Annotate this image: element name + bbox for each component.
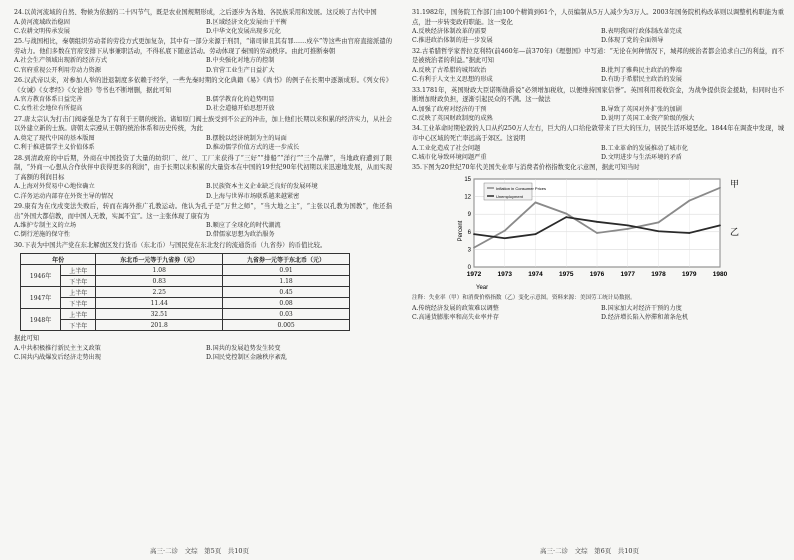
x-tick-label: 1978 [651,270,666,278]
q33-options [412,105,784,124]
q32-option-c: C.有利于人文主义思想的形成 [412,76,493,84]
q24-stem: 24.以黄河流域的自然、物候为依据的二十四节气，既是农业国规期形成，之后逐步为各地、各民族采用和发展。这反映了古代中国 [14,9,377,16]
y-tick-label: 15 [464,176,471,183]
legend-label-unemployment: Unemployment [496,193,523,199]
series-point [719,187,721,189]
x-tick-label: 1977 [620,270,635,278]
q26-options [14,95,392,114]
q30-tail: 据此可知 [14,335,40,343]
q26-stem: 26.汉武帝以来，对参加人举的进退制度多依赖于经学，一些先秦时期的文化典籍《易》《尚书》的例子在长期中逐渐成形。《列女传》《女诫》《女孝经》《女论语》等书也不断增删，据此可知 [14,76,392,94]
table-cell-b: 0.03 [223,309,350,320]
table-row [21,276,350,287]
legend-label-inflation: Inflation in Consumer Prices [496,185,547,191]
q30-option-d: D.国民党控制区金融秩序紊乱 [206,354,287,362]
series-point [473,233,475,235]
q25-option-a: A.社会生产领域出现新的经济方式 [14,57,108,65]
series-point [504,237,506,239]
q27-stem: 27.唐太宗认为打击门阀豪强是为了有利于王朝的统治。诸如原门阀士族受到不公正的冲击，加上他们长期以来积累的经济实力，从社会以外建立新的士族。唐朝太宗遵从王朝的统治体系和历史传统，为此 [14,115,392,133]
q28-option-a: A.上海对外贸易中心地位确立 [14,183,95,191]
table-row [21,298,350,309]
q29-option-c: C.倒行逆施的保守性 [14,231,70,239]
x-tick-label: 1973 [497,270,512,278]
table-row [21,320,350,331]
q35-footnote: 注释：失业率（甲）和消费价格指数（乙）变化示意图。资料来源：美国劳工统计局数据。 [412,294,636,301]
table-cell-half: 下半年 [61,320,96,331]
q29-options [14,221,392,240]
q30-stem: 30.下表为中国共产党在东北解放区发行货币（东北币）与国民党在东北发行的流通货币（九省券）的币值比较。 [14,241,327,249]
table-cell-a: 1.08 [96,265,223,276]
q32-option-d: D.有助于希腊民主政治的发展 [601,76,682,84]
table-cell-b: 0.45 [223,287,350,298]
q35-option-d: D.经济增长陷入停滞和萧条危机 [601,314,689,322]
q28-option-b: B.民族资本主义企业缺乏良好的发展环境 [206,183,318,191]
table-cell-a: 32.51 [96,309,223,320]
q31-option-d: D.体现了党的全面领导 [601,37,664,45]
q31-option-b: B.表明我国行政体制改革完成 [601,28,682,36]
table-cell-b: 0.91 [223,265,350,276]
q29-option-b: B.顺应了全球化的时代潮流 [206,222,281,230]
q33-option-c: C.反映了英国财政制度的成熟 [412,115,493,123]
y-tick-label: 0 [467,264,471,271]
q34-option-d: D.文明进步与生活环境的矛盾 [601,153,682,161]
table-header-b: 九省券一元等于东北币（元） [223,254,350,265]
table-header-row [21,254,350,265]
series-label-yi: 乙 [730,227,740,238]
series-point [688,200,690,202]
q26-option-a: A.官方教育体系日益完善 [14,96,83,104]
q25-option-d: D.官营工业生产日益扩大 [206,66,275,74]
currency-table [20,253,350,331]
q31-option-a: A.反映经济体制改革的需要 [412,28,487,36]
series-label-jia: 甲 [730,179,740,190]
q34-options [412,144,784,163]
q24-option-c: C.农耕文明传承发展 [14,27,70,35]
x-tick-label: 1980 [712,270,728,278]
q30-option-a: A.中共积极推行新民主主义政策 [14,344,101,352]
q34-option-c: C.城市化导致环境问题严重 [412,153,487,161]
series-point [627,224,629,226]
x-tick-label: 1972 [466,270,482,278]
q27-option-c: C.利于推进儒学主义价值体系 [14,144,95,152]
table-cell-a: 0.83 [96,276,223,287]
chart-y-ticks [464,177,471,271]
x-tick-label: 1974 [528,270,543,278]
table-cell-half: 上半年 [61,309,96,320]
q29-option-d: D.借儒家思想为政治服务 [206,231,275,239]
y-tick-label: 12 [464,194,471,201]
q26-option-d: D.社会道德开始思想开放 [206,105,275,113]
q25-options [14,56,392,75]
q26-option-b: B.儒学教育化的趋势明显 [206,96,275,104]
series-point [596,221,598,223]
y-tick-label: 3 [467,247,471,254]
q33-option-a: A.加强了政府对经济的干预 [412,105,487,113]
left-column [14,8,392,363]
right-column [412,8,784,323]
table-cell-half: 上半年 [61,287,96,298]
q33-option-b: B.导致了英国对外扩张的加剧 [601,105,682,113]
page-footer-left: 高三·二诊 文综 第5页 共10页 [150,547,249,555]
table-header-period: 年份 [21,254,96,265]
series-point [688,232,690,234]
q30-option-c: C.国共内战爆发后经济走势出现 [14,354,101,362]
table-cell-half: 上半年 [61,265,96,276]
series-point [473,246,475,248]
series-point [658,221,660,223]
x-tick-label: 1975 [559,270,574,278]
q34-option-b: B.工业革命的发展推动了城市化 [601,144,688,152]
q25-option-b: B.中央强化对地方的控制 [206,57,275,65]
chart-x-axis-label: Year [476,284,489,291]
q24-options [14,18,392,37]
series-point [535,233,537,235]
series-point [535,201,537,203]
q30-options [14,344,392,363]
q31-stem: 31.1982年，国务院工作部门由100个精简到61个，人员编制从5万人减少为3万人。2003年国务院机构改革则以调整机构职能为重点，进一步转变政府职能。这一变化 [412,9,784,26]
q31-options [412,27,784,46]
q32-option-b: B.批判了雅典民主政治的弊端 [601,66,682,74]
q28-options [14,182,392,201]
q28-stem: 28.到清政府的中后期，外商在中国投资了大量的纺织厂、丝厂、工厂来获得了“三好”“排船”“洋行”“三个品牌”，当地政府遭到了限制，“外商一心想从合作伙伴中获得更多的利润”，由于长期以来积累的大量资本在中国的19世纪90年代初期以来迅速地发展，从而实现了高额的利润目标 [14,154,392,181]
table-cell-a: 2.25 [96,287,223,298]
page-footer-right: 高三·二诊 文综 第6页 共10页 [540,547,639,555]
q29-stem: 29.康有为在戊戌变法失败后，转而在海外推广孔教运动。他认为孔子是“万世之师”，“当大地之主”，“主张以孔教为国教”，他还指出“外国大都信教，而中国人无教，实属不宜”。这一主张体现了康有为 [14,202,392,220]
series-point [627,228,629,230]
series-point [596,232,598,234]
q33-option-d: D.说明了英国工业资产阶级的强大 [601,115,695,123]
q26-option-c: C.女性社会地位有所提高 [14,105,83,113]
q24-option-b: B.区域经济文化发展由于平衡 [206,18,287,26]
table-cell-half: 下半年 [61,298,96,309]
table-header-a: 东北币一元等于九省券（元） [96,254,223,265]
q28-option-c: C.洋务运动内部存在外资主导的情况 [14,192,114,200]
y-tick-label: 9 [467,211,471,218]
q34-stem: 34.工业革命时期伦敦的人口从约250万人左右，巨大的人口给伦敦带来了巨大的压力，居民生活环境恶化。1844年在调查中发现，城市中心区域的死亡率远高于郊区。这说明 [412,125,784,142]
q34-option-a: A.工业化造成了社会问题 [412,144,481,152]
series-point [719,224,721,226]
table-cell-b: 1.18 [223,276,350,287]
x-tick-label: 1976 [589,270,605,278]
y-tick-label: 6 [467,229,471,236]
table-row [21,309,350,320]
q32-options [412,66,784,85]
table-cell-half: 下半年 [61,276,96,287]
series-point [504,229,506,231]
series-point [565,216,567,218]
q35-option-a: A.传统经济发展的政策难以调整 [412,304,499,312]
table-cell-a: 201.8 [96,320,223,331]
q35-option-b: B.国家加大对经济干预的力度 [601,304,682,312]
q25-option-c: C.官府重视公开利用劳动力资源 [14,66,101,74]
chart-container [412,175,784,293]
q28-option-d: D.上海与世界市场联系越来越紧密 [206,192,300,200]
chart-x-ticks [467,271,728,278]
table-row [21,265,350,276]
table-cell-a: 11.44 [96,298,223,309]
q29-option-a: A.维护专制主义的立场 [14,222,77,230]
q27-option-d: D.推动儒学价值方式的进一步成长 [206,144,300,152]
q31-option-c: C.推进政治体制的进一步发展 [412,37,493,45]
line-chart [412,175,784,293]
table-cell-b: 0.005 [223,320,350,331]
table-cell-year: 1948年 [21,309,61,331]
table-row [21,287,350,298]
q35-option-c: C.高通货膨胀率和高失业率并存 [412,314,499,322]
q27-option-a: A.奠定了现代中国的基本版图 [14,134,95,142]
table-cell-year: 1946年 [21,265,61,287]
series-point [565,212,567,214]
q27-options [14,134,392,153]
q24-option-a: A.黄河流域政治稳固 [14,18,70,26]
q24-option-d: D.中华文化发展出现多元化 [206,27,281,35]
chart-y-axis-label: Percent [458,220,464,242]
q35-options [412,304,784,323]
q33-stem: 33.1781年，英国财政大臣诺斯勋爵说“必须增加税收，以便维持国家信誉”。英国利用税收资金，为战争提供资金援助，但同时也不断增加财政负担，逐渐引起民众的不满。这一做法 [412,86,784,104]
table-cell-year: 1947年 [21,287,61,309]
series-point [658,230,660,232]
q32-stem: 32.古希腊哲学家普拉克利特(前460年—前370年)《理想国》中写道：“无论在何种情况下，城邦的统治者都会追求自己的利益，而不是被统治者的利益。”据此可知 [412,47,784,65]
q25-stem: 25.与战国相比，秦朝组织劳动者的劳役方式更加复杂，其中有一部分来源于刑罚，“诸司律且其有罪……戍卒”等这些由官府直接派遣的劳动力。他们多数在官府安排下从事兼职活动，不得私底下随意活动。劳动体现了秦国的劳动秩序。由此可推断秦朝 [14,38,392,55]
table-cell-b: 0.08 [223,298,350,309]
x-tick-label: 1979 [682,270,697,278]
q32-option-a: A.反映了古希腊的城邦政治 [412,66,487,74]
q30-option-b: B.国共的发展趋势发生转变 [206,344,281,352]
q35-stem: 35.下图为20世纪70年代美国失业率与消费者价格指数变化示意图，据此可知当时 [412,164,640,172]
q27-option-b: B.摆脱以经济统制为主的局面 [206,134,287,142]
